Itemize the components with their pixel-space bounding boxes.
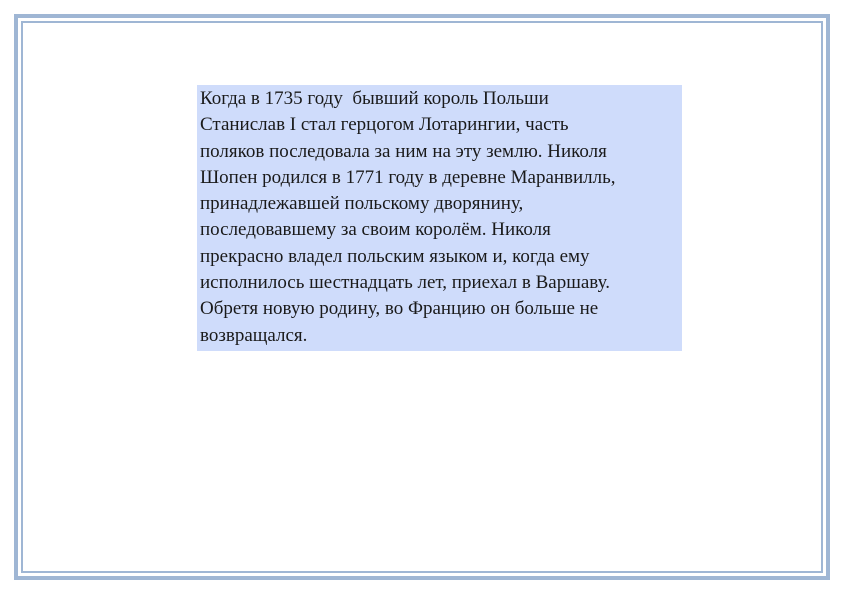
text-line: возвращался. [200, 324, 308, 346]
text-line: Когда в 1735 году бывший король Польши [200, 88, 549, 109]
text-line: Шопен родился в 1771 году в деревне Маранвилль, [200, 166, 616, 188]
text-line: исполнилось шестнадцать лет, приехал в Варшаву. [200, 272, 610, 294]
text-line: Станислав I стал герцогом Лотарингии, часть [200, 114, 569, 136]
text-line: поляков последовала за ним на эту землю. Николя [200, 140, 607, 162]
text-line: прекрасно владел польским языком и, когда ему [200, 245, 590, 267]
text-line: Обретя новую родину, во Францию он больше не [200, 298, 599, 320]
text-line: последовавшему за своим королём. Николя [200, 219, 551, 241]
text-box [197, 85, 682, 351]
text-line: принадлежавшей польскому дворянину, [200, 193, 524, 215]
